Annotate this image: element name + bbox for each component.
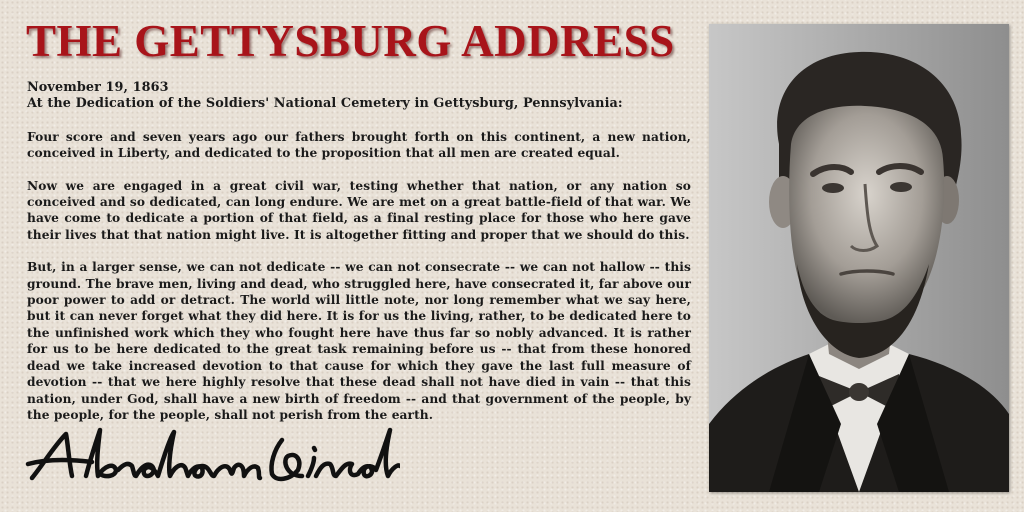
paragraph-3: But, in a larger sense, we can not dedicate -- we can not consecrate -- we can not hallow -- this ground. The brave men, living and dead, who struggled here, have consecrated it, far above our poor power to add or detract. The world will little note, nor long remember what we say here, but it can never forget what they did here. It is for us the living, rather, to be dedicated here to the unfinished work which they who fought here have thus far so nobly advanced. It is rather for us to be here dedicated to the great task remaining before us -- that from these honored dead we take increased devotion to that cause for which they gave the last full measure of devotion -- that we here highly resolve that these dead shall not have died in vain -- that this nation, under God, shall have a new birth of freedom -- and that government of the people, by the people, for the people, shall not perish from the earth. <box>27 260 691 422</box>
speech-date: November 19, 1863 <box>27 80 169 95</box>
portrait-image <box>709 24 1009 492</box>
signature-image <box>20 420 400 492</box>
speech-dedication: At the Dedication of the Soldiers' National Cemetery in Gettysburg, Pennsylvania: <box>27 96 623 112</box>
address-text <box>27 80 691 423</box>
paragraph-2: Now we are engaged in a great civil war, testing whether that nation, or any nation so conceived and so dedicated, can long endure. We are met on a great battle-field of that war. We have come to dedicate a portion of that field, as a final resting place for those who here gave their lives that that nation might live. It is altogether fitting and proper that we should do this. <box>27 178 691 242</box>
paragraph-1: Four score and seven years ago our fathers brought forth on this continent, a new nation, conceived in Liberty, and dedicated to the proposition that all men are created equal. <box>27 129 691 161</box>
signature <box>20 420 400 492</box>
lincoln-portrait <box>709 24 1009 492</box>
page-title: THE GETTYSBURG ADDRESS <box>26 16 675 66</box>
speech-heading <box>27 80 691 113</box>
